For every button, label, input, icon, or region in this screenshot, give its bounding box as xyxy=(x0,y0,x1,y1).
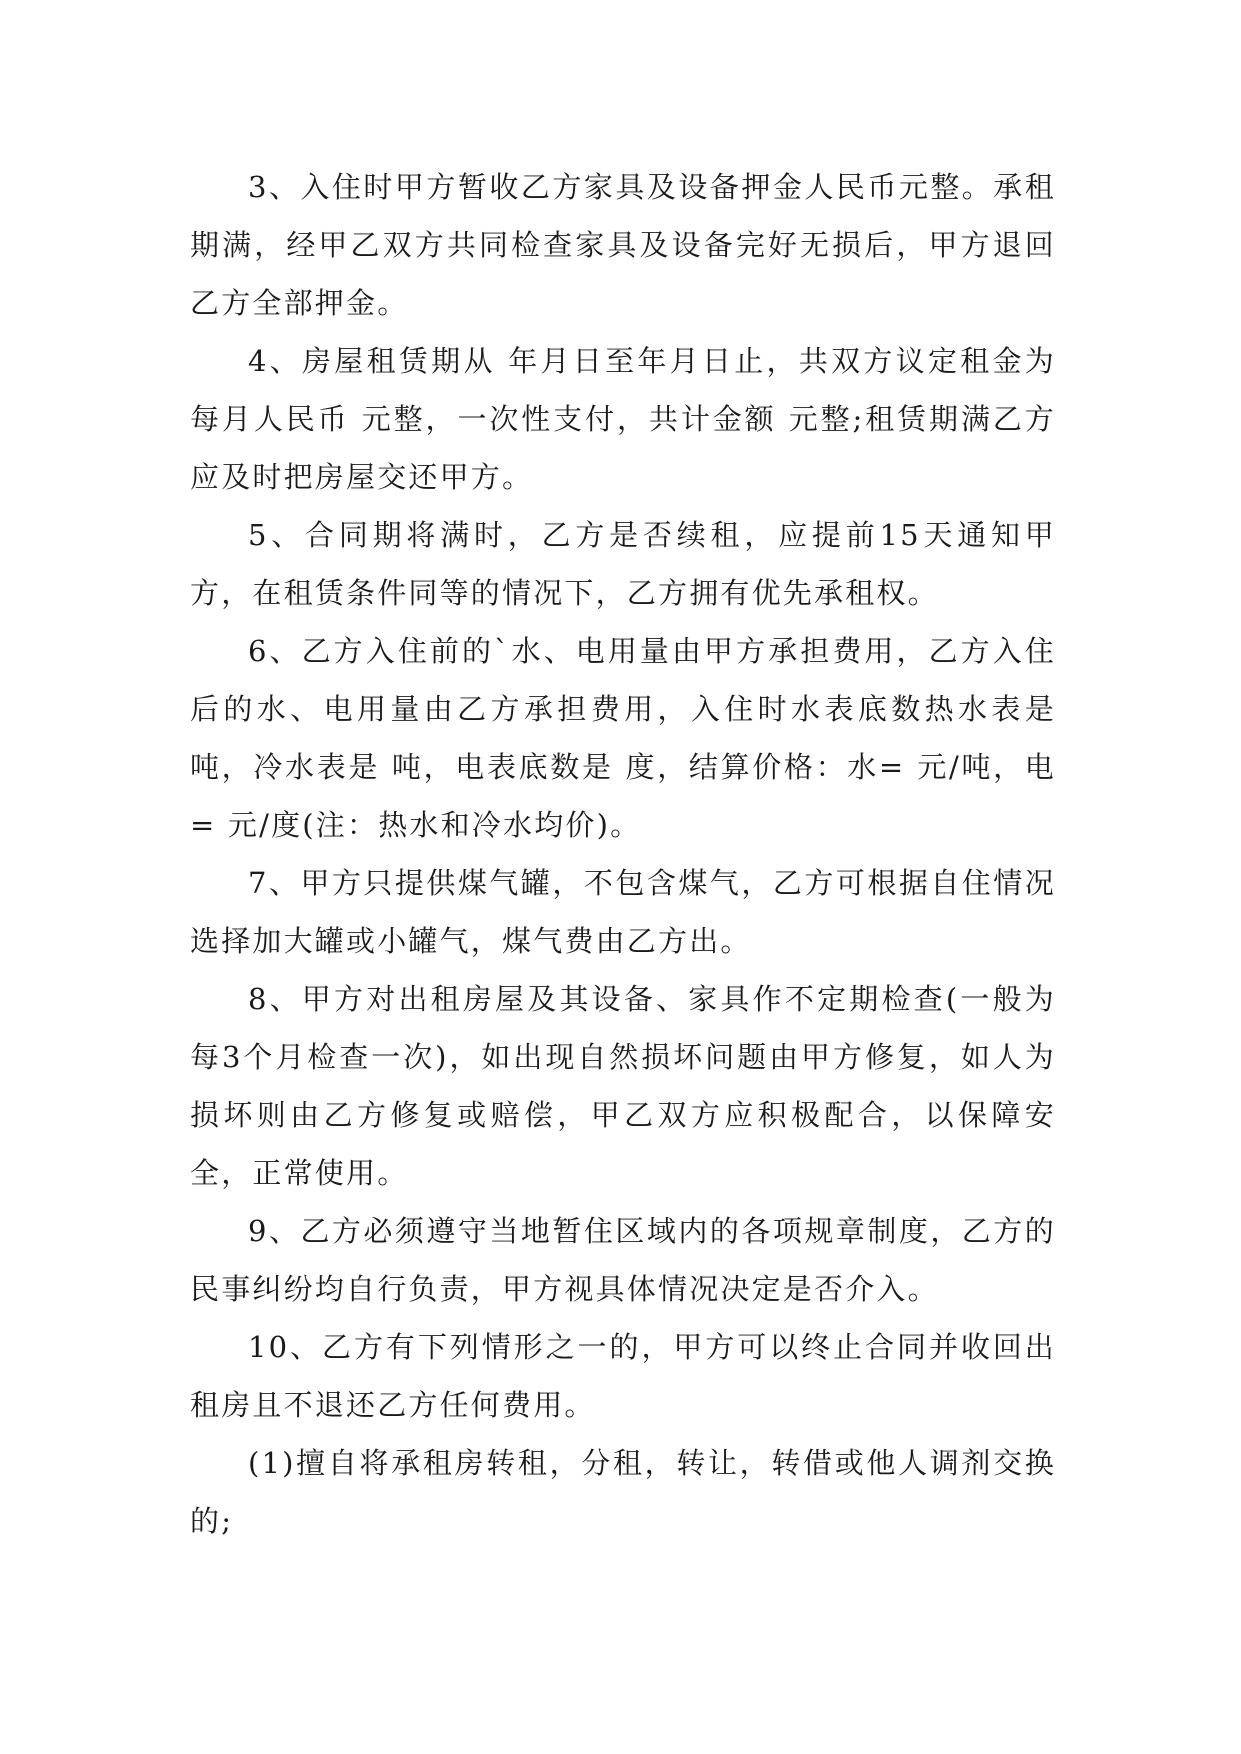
clause-4-paragraph: 4、房屋租赁期从 年月日至年月日止，共双方议定租金为每月人民币 元整，一次性支付，共计金额 元整;租赁期满乙方应及时把房屋交还甲方。 xyxy=(190,344,1056,494)
clause-10-item-1-paragraph: (1)擅自将承租房转租，分租，转让，转借或他人调剂交换的; xyxy=(190,1446,1056,1538)
clause-8-paragraph: 8、甲方对出租房屋及其设备、家具作不定期检查(一般为每3个月检查一次)，如出现自然损坏问题由甲方修复，如人为损坏则由乙方修复或赔偿，甲乙双方应积极配合，以保障安全，正常使用。 xyxy=(190,982,1056,1190)
clause-6-paragraph: 6、乙方入住前的`水、电用量由甲方承担费用，乙方入住后的水、电用量由乙方承担费用，入住时水表底数热水表是 吨，冷水表是 吨，电表底数是 度，结算价格：水= 元/吨，电= 元/度(注：热水和冷水均价)。 xyxy=(190,634,1056,842)
document-body xyxy=(190,158,1056,1550)
clause-7-paragraph: 7、甲方只提供煤气罐，不包含煤气，乙方可根据自住情况选择加大罐或小罐气，煤气费由乙方出。 xyxy=(190,866,1056,958)
clause-10-paragraph: 10、乙方有下列情形之一的，甲方可以终止合同并收回出租房且不退还乙方任何费用。 xyxy=(190,1330,1056,1422)
clause-3-paragraph: 3、入住时甲方暂收乙方家具及设备押金人民币元整。承租期满，经甲乙双方共同检查家具及设备完好无损后，甲方退回乙方全部押金。 xyxy=(190,170,1056,320)
clause-5-paragraph: 5、合同期将满时，乙方是否续租，应提前15天通知甲方，在租赁条件同等的情况下，乙方拥有优先承租权。 xyxy=(190,518,1056,610)
clause-9-paragraph: 9、乙方必须遵守当地暂住区域内的各项规章制度，乙方的民事纠纷均自行负责，甲方视具体情况决定是否介入。 xyxy=(190,1214,1056,1306)
